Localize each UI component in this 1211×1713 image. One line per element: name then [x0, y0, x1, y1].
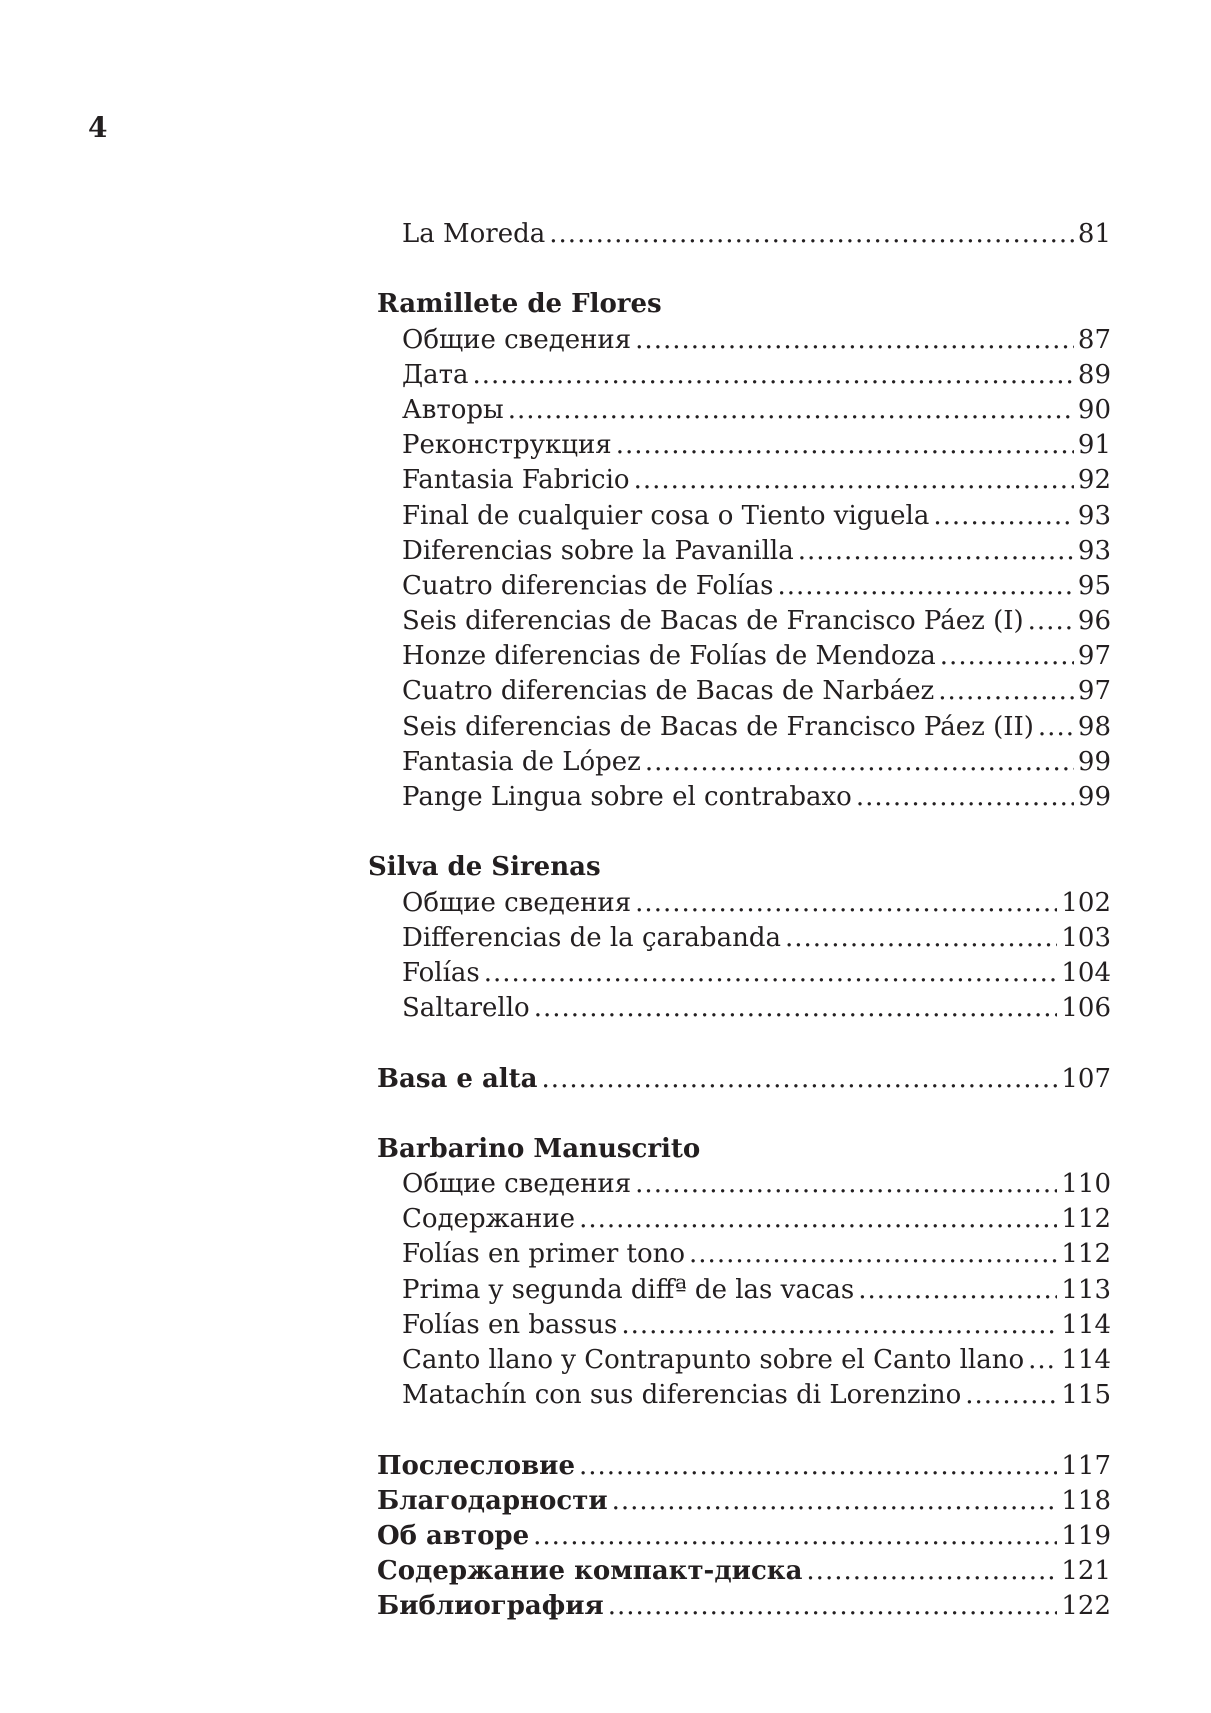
toc-dot-leader [778, 569, 1074, 604]
toc-entry-title: Folías [402, 957, 480, 988]
toc-entry[interactable] [0, 1343, 1111, 1378]
toc-dot-leader [940, 639, 1074, 674]
toc-dot-leader [542, 1062, 1058, 1097]
toc-page-number: 117 [1061, 1450, 1111, 1481]
toc-entry[interactable] [0, 1202, 1111, 1237]
toc-page-number: 104 [1061, 957, 1111, 988]
toc-entry-title: Авторы [402, 394, 504, 425]
toc-page-number: 115 [1061, 1380, 1111, 1411]
toc-heading-title: Silva de Sirenas [368, 852, 601, 883]
toc-dot-leader [635, 886, 1057, 921]
toc-dot-leader [616, 428, 1074, 463]
toc-main-entry[interactable] [0, 1554, 1111, 1589]
toc-entry[interactable] [0, 393, 1111, 428]
toc-entry-title: Diferencias sobre la Pavanilla [402, 535, 794, 566]
toc-main-entry[interactable] [0, 1484, 1111, 1519]
toc-page-number: 97 [1077, 641, 1111, 672]
toc-main-entry[interactable] [0, 1062, 1111, 1097]
toc-dot-leader [635, 1167, 1057, 1202]
toc-spacer [0, 1026, 1211, 1061]
toc-page-number: 99 [1077, 746, 1111, 777]
toc-entry-title: Содержание компакт-диска [377, 1556, 803, 1587]
toc-entry-title: Библиография [377, 1591, 604, 1622]
toc-entry-title: Fantasia de López [402, 746, 641, 777]
toc-dot-leader [635, 323, 1074, 358]
toc-dot-leader [1028, 604, 1074, 639]
toc-entry-title: Final de cualquier cosa o Tiento viguela [402, 500, 930, 531]
toc-dot-leader [579, 1449, 1057, 1484]
toc-entry[interactable] [0, 745, 1111, 780]
toc-dot-leader [534, 991, 1058, 1026]
toc-page-number: 110 [1061, 1169, 1111, 1200]
toc-entry-title: Pange Lingua sobre el contrabaxo [402, 782, 852, 812]
toc-entry-title: Общие сведения [402, 324, 632, 355]
toc-entry-title: Honze diferencias de Folías de Mendoza [402, 641, 936, 672]
toc-entry-title: Prima y segunda diffª de las vacas [402, 1274, 855, 1305]
toc-entry[interactable] [0, 956, 1111, 991]
toc-dot-leader [621, 1308, 1057, 1343]
toc-entry[interactable] [0, 674, 1111, 709]
toc-page-number: 92 [1077, 465, 1111, 496]
toc-dot-leader [1028, 1343, 1057, 1378]
toc-main-entry[interactable] [0, 1449, 1111, 1484]
toc-entry-title: Cuatro diferencias de Bacas de Narbáez [402, 676, 935, 707]
toc-entry[interactable] [0, 886, 1111, 921]
toc-entry[interactable] [0, 604, 1111, 639]
toc-page-number: 118 [1061, 1485, 1111, 1516]
toc-page-number: 97 [1077, 676, 1111, 707]
toc-entry[interactable] [0, 780, 1111, 815]
toc-entry[interactable] [0, 639, 1111, 674]
toc-spacer [0, 252, 1211, 287]
toc-entry[interactable] [0, 569, 1111, 604]
toc-dot-leader [484, 956, 1058, 991]
toc-entry-title: Saltarello [402, 993, 530, 1024]
toc-dot-leader [858, 1273, 1057, 1308]
toc-entry[interactable] [0, 534, 1111, 569]
toc-dot-leader [645, 745, 1074, 780]
toc-page-number: 113 [1061, 1274, 1111, 1305]
toc-entry-title: Дата [402, 359, 469, 390]
toc-entry-title: Basa e alta [377, 1063, 538, 1094]
toc-entry[interactable] [0, 217, 1111, 252]
toc-page-number: 90 [1077, 394, 1111, 425]
toc-dot-leader [938, 674, 1074, 709]
toc-dot-leader [508, 393, 1074, 428]
toc-entry[interactable] [0, 1273, 1111, 1308]
toc-entry-title: Matachín con sus diferencias di Lorenzino [402, 1380, 962, 1411]
toc-page-number: 121 [1061, 1556, 1111, 1587]
toc-entry-title: Общие сведения [402, 1169, 632, 1200]
toc-entry-title: Seis diferencias de Bacas de Francisco Páez (I) [402, 606, 1024, 637]
toc-section-heading [0, 287, 1211, 322]
toc-heading-title: Barbarino Manuscrito [377, 1133, 701, 1164]
toc-entry[interactable] [0, 323, 1111, 358]
toc-spacer [0, 815, 1211, 850]
toc-entry[interactable] [0, 463, 1111, 498]
toc-dot-leader [473, 358, 1074, 393]
toc-page-number: 95 [1077, 570, 1111, 601]
toc-page-number: 107 [1061, 1063, 1111, 1094]
toc-heading-title: Ramillete de Flores [377, 289, 662, 320]
page-number: 4 [88, 111, 108, 144]
toc-entry-title: Differencias de la çarabanda [402, 922, 781, 953]
toc-entry-title: Folías en bassus [402, 1309, 618, 1340]
toc-entry-title: Cuatro diferencias de Folías [402, 570, 774, 601]
toc-entry-title: Реконструкция [402, 430, 612, 461]
toc-entry[interactable] [0, 1308, 1111, 1343]
toc-dot-leader [549, 217, 1074, 252]
toc-entry[interactable] [0, 710, 1111, 745]
toc-entry-title: Canto llano y Contrapunto sobre el Canto llano [402, 1345, 1025, 1375]
toc-dot-leader [689, 1237, 1057, 1272]
toc-dot-leader [533, 1519, 1057, 1554]
toc-page-number: 96 [1077, 606, 1111, 637]
toc-entry[interactable] [0, 1167, 1111, 1202]
toc-spacer [0, 1097, 1211, 1132]
toc-page-number: 119 [1061, 1520, 1111, 1551]
toc-dot-leader [608, 1589, 1058, 1624]
toc-dot-leader [806, 1554, 1057, 1589]
toc-entry-title: Fantasia Fabricio [402, 465, 630, 496]
table-of-contents [0, 217, 1211, 1625]
toc-entry[interactable] [0, 1378, 1111, 1413]
toc-entry[interactable] [0, 358, 1111, 393]
toc-dot-leader [1038, 710, 1074, 745]
toc-entry-title: La Moreda [402, 219, 546, 249]
toc-entry-title: Благодарности [377, 1485, 608, 1516]
toc-page-number: 98 [1077, 711, 1111, 742]
toc-page-number: 114 [1061, 1309, 1111, 1340]
toc-page-number: 93 [1077, 500, 1111, 531]
toc-dot-leader [856, 780, 1074, 815]
toc-page-number: 112 [1061, 1239, 1111, 1270]
toc-entry[interactable] [0, 991, 1111, 1026]
toc-main-entry[interactable] [0, 1519, 1111, 1554]
toc-page-number: 91 [1077, 430, 1111, 461]
toc-dot-leader [933, 499, 1074, 534]
toc-page-number: 99 [1077, 782, 1111, 812]
toc-entry-title: Об авторе [377, 1520, 530, 1551]
toc-entry[interactable] [0, 921, 1111, 956]
toc-entry-title: Содержание [402, 1204, 576, 1235]
toc-page-number: 112 [1061, 1204, 1111, 1235]
toc-page-number: 103 [1061, 922, 1111, 953]
toc-dot-leader [965, 1378, 1057, 1413]
toc-spacer [0, 1413, 1211, 1448]
toc-main-entry[interactable] [0, 1589, 1111, 1624]
toc-entry[interactable] [0, 1237, 1111, 1272]
toc-page-number: 106 [1061, 993, 1111, 1024]
toc-page-number: 89 [1077, 359, 1111, 390]
toc-entry[interactable] [0, 428, 1111, 463]
toc-entry-title: Послесловие [377, 1450, 575, 1481]
toc-entry[interactable] [0, 499, 1111, 534]
toc-entry-title: Folías en primer tono [402, 1239, 686, 1270]
toc-dot-leader [785, 921, 1057, 956]
toc-section-heading [0, 1132, 1211, 1167]
toc-page-number: 87 [1077, 324, 1111, 355]
toc-dot-leader [612, 1484, 1058, 1519]
toc-entry-title: Seis diferencias de Bacas de Francisco Páez (II) [402, 711, 1034, 742]
toc-page-number: 93 [1077, 535, 1111, 566]
toc-dot-leader [579, 1202, 1057, 1237]
toc-entry-title: Общие сведения [402, 887, 632, 918]
toc-page-number: 81 [1077, 219, 1111, 249]
toc-dot-leader [634, 463, 1074, 498]
toc-dot-leader [798, 534, 1074, 569]
toc-page-number: 122 [1061, 1591, 1111, 1622]
toc-section-heading [0, 850, 1211, 885]
toc-page-number: 102 [1061, 887, 1111, 918]
toc-page-number: 114 [1061, 1345, 1111, 1375]
